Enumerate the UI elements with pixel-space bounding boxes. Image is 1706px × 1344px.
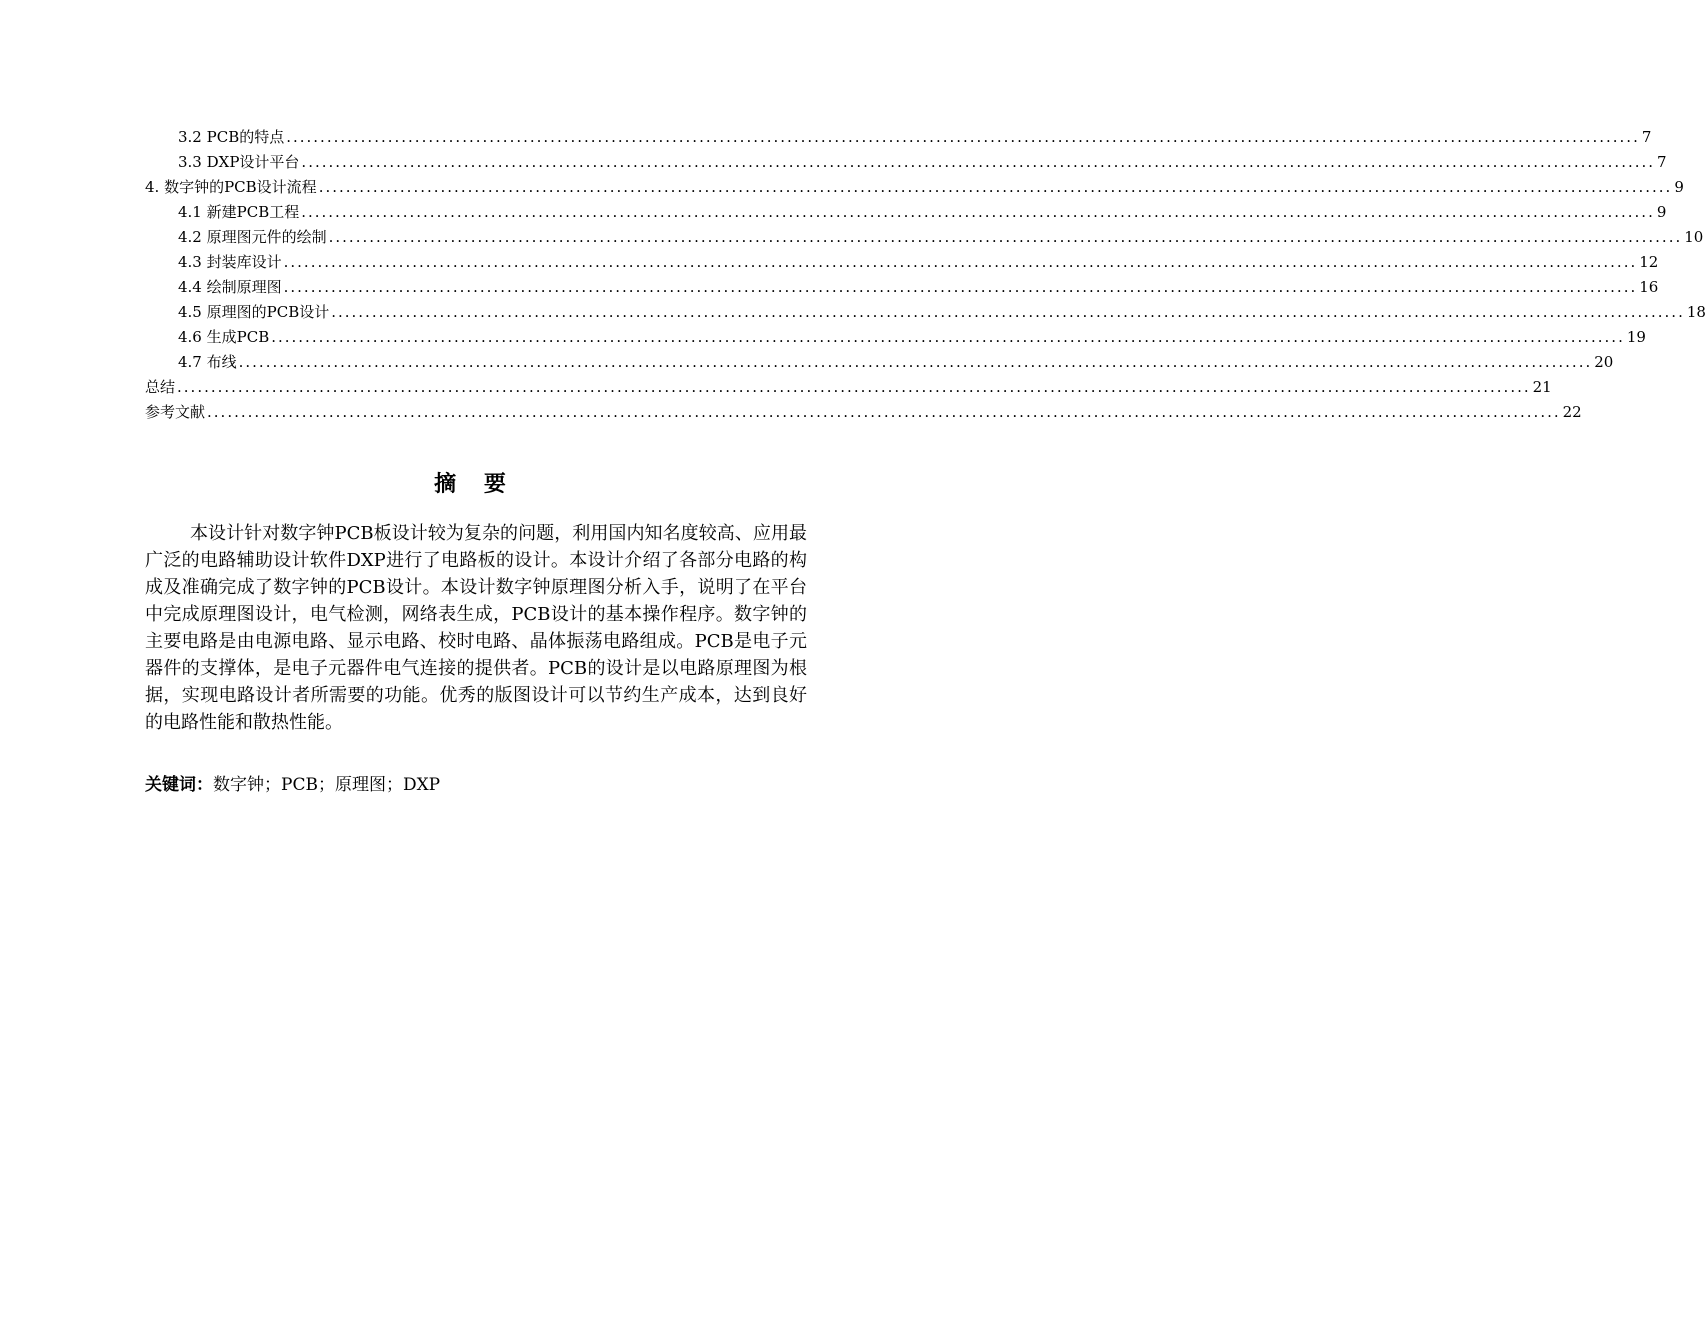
toc-entry-page: 7 [1641,128,1652,146]
toc-entry [145,275,1659,300]
toc-leader-dots: ........................................................................................................................................................................................................ [207,403,1561,421]
toc-entry [145,200,1667,225]
toc-entry-title: 4.2 原理图元件的绘制 [178,228,327,246]
toc-entry [145,125,1652,150]
toc-leader-dots: ........................................................................................................................................................................................................ [301,203,1655,221]
toc-entry-page: 18 [1686,303,1706,321]
toc-entry-page: 9 [1674,178,1684,196]
toc-entry [145,300,1706,325]
toc-leader-dots: ........................................................................................................................................................................................................ [328,228,1683,246]
abstract-body: 本设计针对数字钟PCB板设计较为复杂的问题，利用国内知名度较高、应用最广泛的电路辅助设计软件DXP进行了电路板的设计。本设计介绍了各部分电路的构成及准确完成了数字钟的PCB设计。本设计数字钟原理图分析入手，说明了在平台中完成原理图设计，电气检测，网络表生成，PCB设计的基本操作程序。数字钟的主要电路是由电源电路、显示电路、校时电路、晶体振荡电路组成。PCB是电子元器件的支撑体，是电子元器件电气连接的提供者。PCB的设计是以电路原理图为根据，实现电路设计者所需要的功能。优秀的版图设计可以节约生产成本，达到良好的电路性能和散热性能。 [145,523,807,733]
toc-entry-title: 3.2 PCB的特点 [178,128,285,146]
toc-entry-title: 总结 [145,378,176,396]
table-of-contents [145,125,1706,425]
toc-entry [145,400,1582,425]
toc-entry-page: 20 [1594,353,1614,371]
toc-entry-title: 3.3 DXP设计平台 [178,153,300,171]
toc-entry-page: 16 [1639,278,1659,296]
toc-entry [145,375,1552,400]
toc-leader-dots: ........................................................................................................................................................................................................ [283,253,1638,271]
toc-entry [145,350,1614,375]
toc-entry-page: 10 [1684,228,1704,246]
keywords-line [145,772,807,799]
toc-entry-page: 22 [1562,403,1582,421]
abstract-title: 摘 要 [434,472,516,497]
toc-entry [145,175,1684,200]
toc-leader-dots: ........................................................................................................................................................................................................ [331,303,1685,321]
keywords-label: 关键词： [145,775,213,795]
toc-entry-title: 4.1 新建PCB工程 [178,203,300,221]
toc-entry-title: 4.3 封装库设计 [178,253,282,271]
toc-entry-title: 参考文献 [145,403,206,421]
toc-entry-title: 4.7 布线 [178,353,237,371]
toc-entry [145,225,1704,250]
toc-entry-title: 4. 数字钟的PCB设计流程 [145,178,317,196]
toc-leader-dots: ........................................................................................................................................................................................................ [238,353,1593,371]
toc-entry-page: 12 [1639,253,1659,271]
toc-entry-title: 4.4 绘制原理图 [178,278,282,296]
toc-leader-dots: ........................................................................................................................................................................................................ [271,328,1625,346]
toc-entry-page: 19 [1626,328,1646,346]
toc-entry-title: 4.6 生成PCB [178,328,270,346]
toc-leader-dots: ........................................................................................................................................................................................................ [177,378,1531,396]
toc-leader-dots: ........................................................................................................................................................................................................ [301,153,1656,171]
toc-entry-page: 21 [1532,378,1552,396]
toc-entry [145,325,1646,350]
toc-leader-dots: ........................................................................................................................................................................................................ [318,178,1673,196]
toc-entry-page: 9 [1656,203,1667,221]
keywords-value: 数字钟；PCB；原理图；DXP [213,775,441,795]
toc-entry [145,250,1659,275]
toc-entry-page: 7 [1657,153,1667,171]
toc-leader-dots: ........................................................................................................................................................................................................ [286,128,1640,146]
toc-leader-dots: ........................................................................................................................................................................................................ [283,278,1638,296]
toc-entry-title: 4.5 原理图的PCB设计 [178,303,330,321]
toc-entry [145,150,1667,175]
